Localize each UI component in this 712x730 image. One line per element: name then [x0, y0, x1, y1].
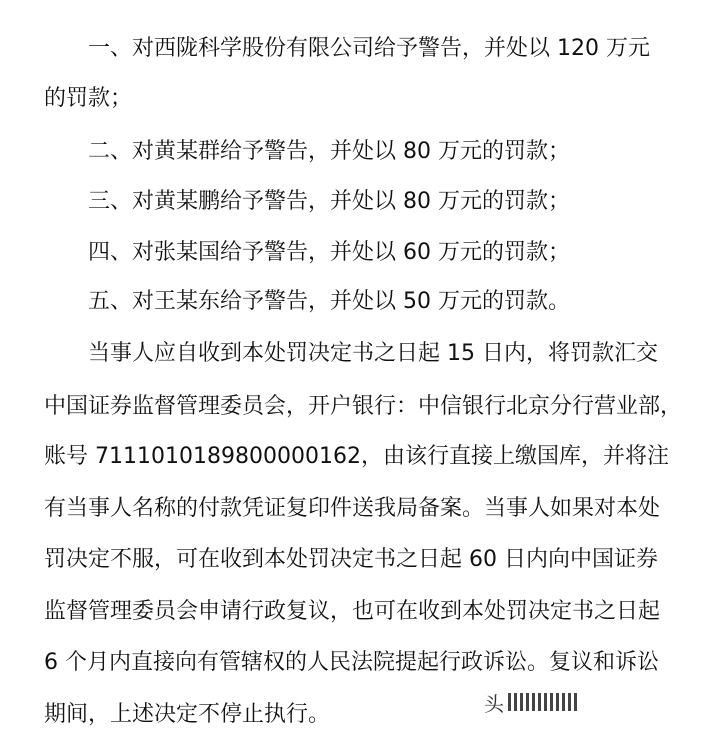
text-line: 账号 7111010189800000162，由该行直接上缴国库，并将注	[44, 444, 669, 469]
text-line: 6 个月内直接向有管辖权的人民法院提起行政诉讼。复议和诉讼	[44, 650, 659, 675]
text-line: 有当事人名称的付款凭证复印件送我局备案。当事人如果对本处	[44, 496, 661, 521]
watermark-text: 头	[484, 691, 504, 716]
watermark-logo	[484, 688, 700, 716]
text-line: 二、对黄某群给予警告，并处以 80 万元的罚款；	[88, 139, 570, 164]
text-line: 罚决定不服，可在收到本处罚决定书之日起 60 日内向中国证券	[44, 547, 658, 572]
text-line: 中国证券监督管理委员会，开户银行：中信银行北京分行营业部，	[44, 394, 683, 419]
text-line: 期间，上述决定不停止执行。	[44, 702, 331, 727]
text-line: 五、对王某东给予警告，并处以 50 万元的罚款。	[88, 289, 570, 314]
text-line: 的罚款；	[44, 86, 133, 111]
text-line: 监督管理委员会申请行政复议，也可在收到本处罚决定书之日起	[44, 599, 661, 624]
text-line: 一、对西陇科学股份有限公司给予警告，并处以 120 万元	[88, 36, 650, 61]
text-line: 三、对黄某鹏给予警告，并处以 80 万元的罚款；	[88, 189, 570, 214]
text-line: 四、对张某国给予警告，并处以 60 万元的罚款；	[88, 240, 570, 265]
text-line: 当事人应自收到本处罚决定书之日起 15 日内，将罚款汇交	[88, 341, 658, 366]
watermark-bars-icon	[508, 692, 577, 712]
